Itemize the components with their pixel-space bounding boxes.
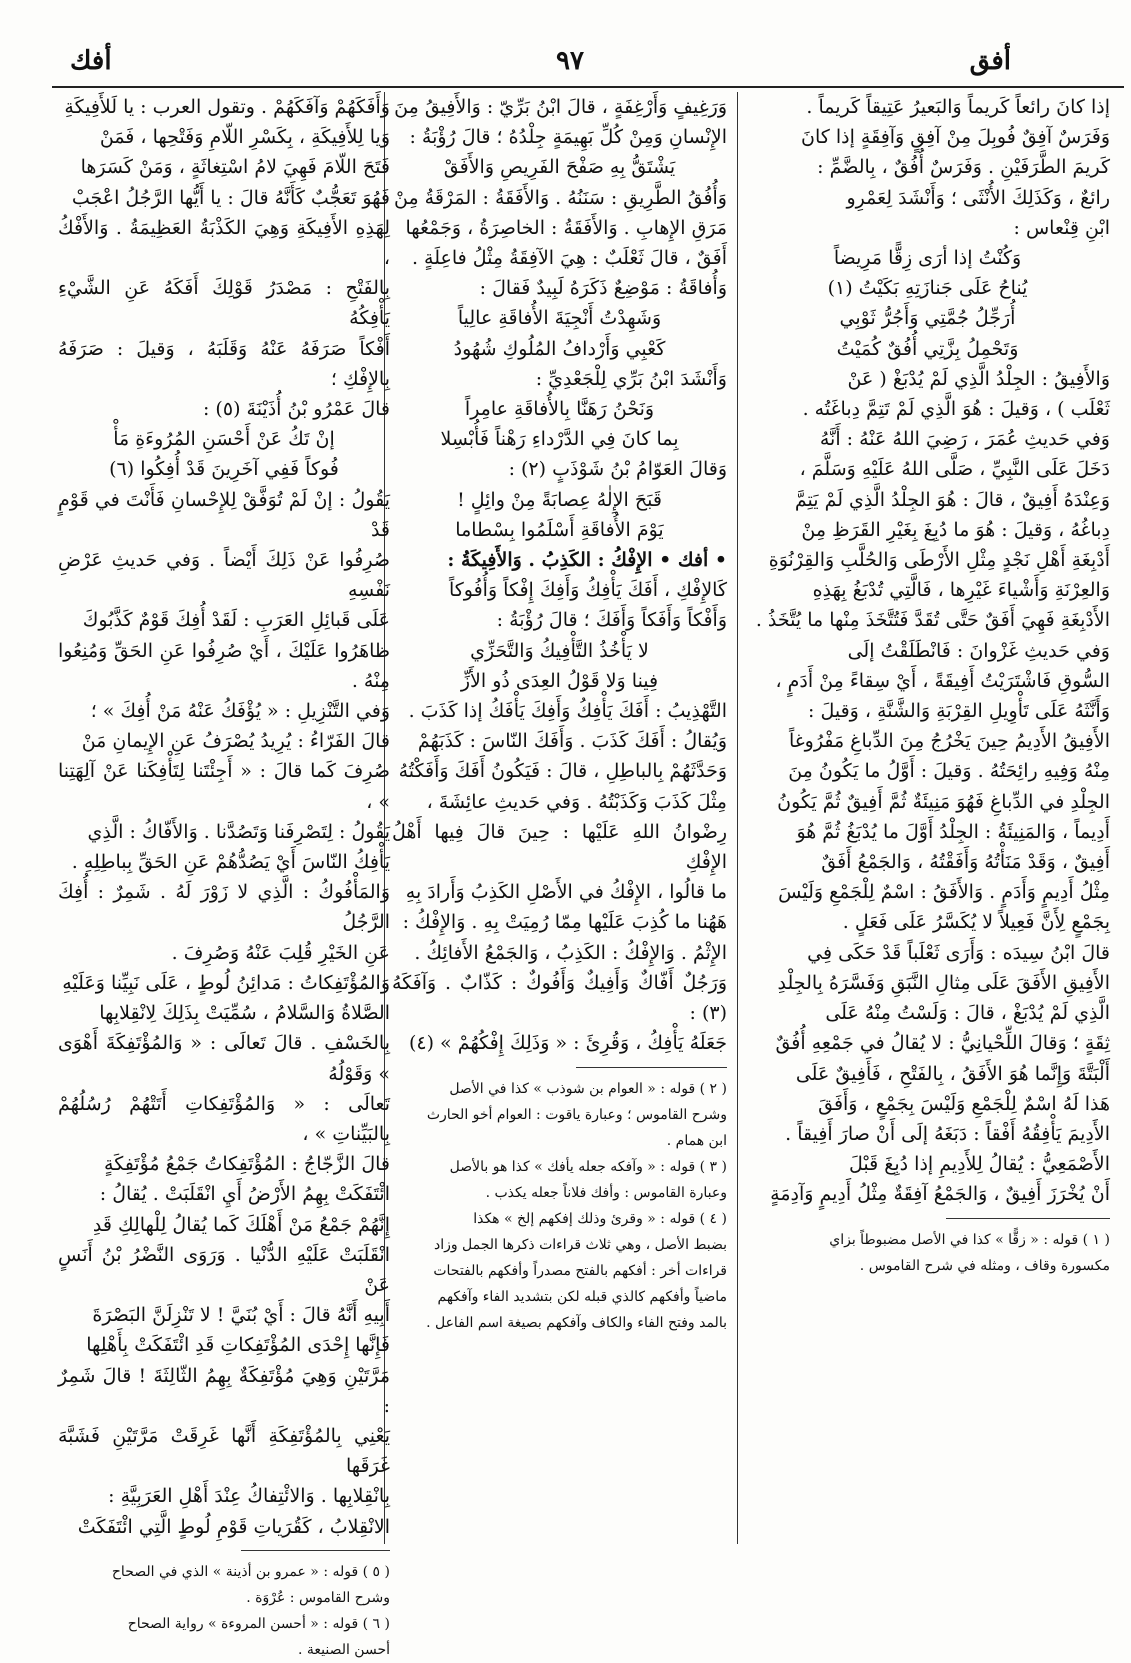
column-divider (737, 92, 738, 1544)
text-line: الأَفِيقُ الأَدِيمُ حِينَ يَخْرُجُ مِنَ الدِّباغِ مَفْرُوغاً (788, 730, 1110, 753)
footnote-line: أحسن الصنيعة . (297, 1641, 390, 1658)
text-line: وَأَفْكاً وَأَفَكاً وَأَفَكَ ؛ قالَ رُؤْبَةُ : (496, 609, 727, 632)
text-line: قالَ ابْنُ سِيدَه : وَأَرَى ثَعْلَباً قَدْ حَكَى فِي (807, 941, 1110, 964)
text-line: الجِلْدِ في الدِّباغِ فَهُوَ مَنِيئَةٌ ثُمَّ أَفِيقٌ ثُمَّ يَكُونُ (777, 790, 1110, 813)
text-line: مَرَقِ الإِهابِ . وَالأَفَقَةُ : الخاصِرَةُ ، وَجَمْعُها (405, 216, 727, 239)
text-line: أَلْبَتَّةَ وَإِنَّما هُوَ الأَفَقُ ، بِالفَتْحِ ، فَأَفِيقٌ عَلَى (795, 1062, 1110, 1085)
text-line: الصَّلاةُ وَالسَّلامُ ، سُمِّيَتْ بِذَلِكَ لِانْقِلابِها (99, 1002, 390, 1025)
footnote-rule (241, 1550, 390, 1551)
text-line: دَخَلَ عَلَى النَّبِيِّ ، صَلَّى اللهُ عَلَيْهِ وَسَلَّمَ ، (799, 458, 1110, 481)
text-line: يَأْفِكُ النّاسَ أَيْ يَصُدُّهُمْ عَنِ الحَقِّ بِباطِلِهِ . (71, 851, 390, 874)
text-line: رائعٌ ، وَكَذَلِكَ الأُنْثَى ؛ وَأَنْشَدَ لِعَمْرِو (846, 186, 1110, 209)
text-line: وَيا لِلأَفِيكَةِ ، بِكَسْرِ اللّامِ وَفَتْحِها ، فَمَنْ (99, 126, 390, 149)
text-line: ائْتَفَكَتْ بِهِمُ الأَرْضُ أَيِ انْقَلَبَتْ . يُقالُ : (99, 1183, 390, 1206)
footnote-line: ماضياً وأفكهم كالذي قبله لكن بتشديد الفاء وآفكهم (437, 1288, 727, 1305)
text-line: أَدْبِغَةِ أَهْلِ نَجْدٍ مِثْلِ الأَرْطَى وَالحُلَّبِ وَالقِرْنُوَةِ (768, 549, 1110, 572)
text-line: صُرِفُوا عَنْ ذَلِكَ أَيْضاً . وَفي حَديثِ عَرْضِ نَفْسِهِ (58, 549, 390, 602)
text-line: السُّوقِ فَاشْتَرَيْتُ أَفِيقَةً ، أَيْ سِقاءً مِنْ أَدَمٍ ، (775, 669, 1110, 692)
text-line: رِضْوانُ اللهِ عَلَيْها : حِينَ قالَ فِيها أَهْلُ الإِفْكِ (392, 820, 727, 874)
header-rule (52, 86, 1124, 88)
verse-line: وَكُنْتُ إذا أرَى زِقًّا مَرِيضاً (833, 247, 1022, 270)
footnote-line: وشرح القاموس : عُرْوَة . (246, 1589, 390, 1606)
verse-line: يُناحُ عَلَى جَنازَتِهِ بَكَيْتُ (١) (827, 277, 1028, 300)
text-line: وَفي حَديثِ غَزْوانَ : فَانْطَلَقْتُ إلَى (847, 639, 1110, 662)
text-line: ثَعْلَب ) ، وَقيلَ : هُوَ الَّذِي لَمْ تَتِمَّ دِباغَتُه . (802, 398, 1110, 421)
text-line: بِالخَسْفِ . قالَ تَعالَى : « وَالمُؤْتَفِكَةَ أَهْوَى » وَقَوْلُهُ (58, 1032, 390, 1085)
footnote-line: ( ٢ ) قوله : « العوام بن شوذب » كذا في الأصل (449, 1080, 727, 1097)
text-line: تَعالَى : « وَالمُؤْتَفِكاتِ أَتَتْهُمْ رُسُلُهُمْ بِالبَيِّناتِ » ، (58, 1092, 390, 1145)
text-line: وَأَنَّثَهُ عَلَى تَأْوِيلِ القِرْبَةِ وَالشَّنَّةِ ، وَقيلَ : (808, 700, 1110, 723)
footnote-line: ( ١ ) قوله : « زقًّا » كذا في الأصل مضبوطاً بزاي (829, 1231, 1110, 1248)
column-middle (392, 92, 727, 1544)
text-line: التَّهْذِيبُ : أَفَكَ يَأْفِكُ وَأَفِكَ يَأْفَكُ إذا كَذَبَ . (408, 700, 727, 723)
text-line: ابْنِ قِنْعاس : (1013, 216, 1110, 239)
text-line: هَذا لَهُ اسْمٌ لِلْجَمْعِ وَلَيْسَ بِجَمْعٍ ، وَأَفَقَ (818, 1092, 1110, 1115)
verse-line: إنْ تَكُ عَنْ أَحْسَنِ المُرُوءَةِ مَأْ (113, 428, 335, 451)
text-line: وَأُفُقُ الطَّرِيقِ : سَنَنُهُ . وَالأَفَقَةُ : المَرْقَةُ مِنْ (393, 186, 727, 209)
text-line: وَفَرَسٌ آفِقٌ فُوبِلَ مِنْ آفِقٍ وَآفِقَةٍ إذا كانَ (801, 126, 1110, 149)
footnote-rule (946, 1218, 1110, 1219)
text-line: كَريمَ الطَّرَفَيْنِ . وَفَرَسٌ أُفُقٌ ، بِالضَّمِّ : (817, 156, 1110, 179)
text-line: وَأَنْشَدَ ابْنُ بَرِّي لِلْجَعْدِيِّ : (535, 367, 727, 390)
text-line: وَالأَفِيقُ : الجِلْدُ الَّذِي لَمْ يُدْبَغْ ( عَنْ (847, 367, 1110, 390)
footnotes (58, 1559, 390, 1663)
footnote-line: بالمد وفتح الفاء والكاف وآفكهم بصيغة اسم الفاعل . (426, 1314, 727, 1331)
footnote-line: ( ٣ ) قوله : « وآفكه جعله يأفك » كذا هو بالأصل (449, 1158, 727, 1175)
footnote-line: وشرح القاموس ؛ وعبارة ياقوت : العوام أخو الحارث (426, 1106, 727, 1123)
text-line: لِهَذِهِ الأَفِيكَةِ وَهِيَ الكَذْبَةُ العَظِيمَةُ . وَالأَفْكُ ، (58, 216, 390, 270)
text-line: يَقُولُ : لِتَصْرِفَنا وَتَصُدَّنا . وَالأَفّاكُ : الَّذِي (87, 820, 390, 843)
text-line: وَالعِرْنَةِ وَأَشْياءَ غَيْرِها ، فَالَّتِي تُدْبَغُ بِهَذِهِ (812, 579, 1110, 602)
text-line: أَبِيهِ أَنَّهُ قالَ : أَيْ بُنَيَّ ! لا تَنْزِلَنَّ البَصْرَةَ (92, 1304, 390, 1327)
footnote-line: وعبارة القاموس : وأفك فلاناً جعله يكذب . (485, 1184, 727, 1201)
text-line: أَدِيماً ، وَالمَنِيئَةُ : الجِلْدُ أَوَّلَ ما يُدْبَغُ ثُمَّ هُوَ (796, 820, 1110, 843)
text-line: دِباغُهُ ، وَقيلَ : هُوَ ما دُبِغَ بِغَيْرِ القَرَظِ مِنْ (801, 518, 1110, 541)
footnote-line: ابن همام . (666, 1132, 727, 1149)
header-left-word: أفك (70, 46, 112, 76)
text-line: وَأَفَكَهُمْ وَآفَكَهُمْ . وتقول العرب : يا لَلأَفِيكَةِ (64, 96, 390, 118)
text-line: قالَ الفَرّاءُ : يُرِيدُ يُصْرَفُ عَنِ الإِيمانِ مَنْ (81, 730, 390, 753)
footnote-line: ( ٥ ) قوله : « عمرو بن أذينة » الذي في الصحاح (111, 1563, 390, 1580)
text-line: وَالمَأْفُوكُ : الَّذِي لا زَوْرَ لَهُ . شَمِرٌ : أُفِكَ الرَّجُلُ (58, 881, 390, 934)
text-line: وَرَجُلٌ أَفّاكٌ وَأَفِيكٌ وَأَفُوكٌ : كَذّابٌ . وَآفَكَهُ (٣) : (392, 971, 727, 1025)
verse-line: وَتَحْمِلُ بِزَّتِي أُفُقٌ كُمَيْتُ (836, 337, 1019, 360)
text-line: بِجَمْعٍ لِأَنَّ فَعِيلاً لا يُكَسَّرُ عَلَى فَعَلٍ . (842, 911, 1110, 934)
text-line: الانْقِلابُ ، كَقُرَياتِ قَوْمِ لُوطٍ الَّتِي ائْتَفَكَتْ (77, 1515, 390, 1538)
text-line: فَتَحَ اللّامَ فَهِيَ لامُ اسْتِغاثَةٍ ، وَمَنْ كَسَرَها (80, 156, 390, 179)
footnotes (392, 1076, 727, 1336)
text-line: إذا كانَ رائعاً كَريماً وَالبَعيرُ عَتِيقاً كَريماً . (806, 96, 1110, 118)
footnote-line: قراءات أخر : أفكهم بالفتح مصدراً وأفكهم بالفتحات (433, 1262, 727, 1279)
text-line: أَفِيقٌ ، وَقَدْ مَنَأْتُهُ وَأَفَقْتُهُ ، وَالجَمْعُ أَفَقٌ (821, 851, 1110, 874)
footnote-line: ( ٦ ) قوله : « أحسن المروءة » رواية الصحاح (127, 1615, 390, 1632)
text-line: صُرِفَ كَما قالَ : « أَجِئْتَنا لِتَأْفِكَنا عَنْ آلِهَتِنا » ، (58, 760, 390, 813)
footnote-rule (576, 1067, 727, 1068)
text-line: كَالإِفْكِ ، أَفَكَ يَأْفِكُ وَأَفِكَ إِفْكاً وَأُفُوكاً (448, 579, 727, 602)
verse-line: أُرَجِّلُ جُمَّتِي وَأَجُرُّ ثَوْبِي (839, 307, 1016, 330)
text-line: مَرَّتَيْنِ وَهِيَ مُؤْتَفِكَةٌ بِهِمُ الثّالِثَةَ ! قالَ شَمِرٌ : (58, 1364, 390, 1417)
text-line: ما قالُوا ، الإِفْكُ في الأَصْلِ الكَذِبُ وَأَرادَ بِهِ (405, 881, 727, 904)
verse-line: قَبَحَ الإِلٰهُ عِصابَةً مِنْ وائِلٍ ! (457, 488, 662, 511)
footnotes (745, 1227, 1110, 1279)
text-line: وَفي حَديثِ عُمَرَ ، رَضِيَ اللهُ عَنْهُ : أَنَّهُ (819, 428, 1110, 451)
text-line: قالَ عَمْرُو بْنُ أُذَيْنَةَ (٥) : (202, 398, 390, 421)
text-line: الإِثْمُ . وَالإِفْكُ : الكَذِبُ ، وَالجَمْعُ الأَفائِكُ . (414, 941, 727, 964)
text-line: ظاهَرُوا عَلَيْكَ ، أَيْ صُرِفُوا عَنِ الحَقِّ وَمُنِعُوا مِنْهُ . (58, 639, 390, 692)
text-line: الَّذِي لَمْ يُدْبَغْ ، قالَ : وَلَسْتُ مِنْهُ عَلَى (825, 1002, 1110, 1025)
verse-line: لا يَأْخُذُ التَّأْفِيكُ وَالتَّحَزِّي (470, 639, 649, 662)
text-line: أَفْكاً صَرَفَهُ عَنْهُ وَقَلَبَهُ ، وَقيلَ : صَرَفَهُ بِالإِفْكِ ؛ (58, 337, 390, 390)
text-line: مِنْهُ وَفِيهِ رائِحَتُهُ . وَقيلَ : أَوَّلُ ما يَكُونُ مِنَ (788, 760, 1110, 783)
text-line: وَالمُؤْتَفِكاتُ : مَدائِنُ لُوطٍ ، عَلَى نَبِيِّنا وَعَلَيْهِ (62, 971, 390, 994)
entry-line: • أفك • الإِفْكُ : الكَذِبُ . وَالأَفِيكَةُ : (447, 549, 727, 572)
text-line: فَهُوَ تَعَجُّبٌ كَأَنَّهُ قالَ : يا أَيُّها الرَّجُلُ اعْجَبْ (71, 186, 390, 209)
verse-line: وَنَحْنُ رَهَنَّا بِالأُفاقَةِ عامِراً (464, 398, 655, 421)
text-line: هَهُنا ما كُذِبَ عَلَيْها مِمّا رُمِيَتْ بِهِ . وَالإِفْكُ : (402, 911, 727, 934)
verse-line: يَشْتَقُّ بِهِ صَفْحَ الفَرِيصِ وَالأَفَقْ (443, 156, 676, 179)
text-line: مِثْلُ أَدِيمٍ وَأَدَمٍ . وَالأَفَقُ : اسْمٌ لِلْجَمْعِ وَلَيْسَ (778, 881, 1110, 904)
page-number: ٩٧ (556, 46, 584, 76)
text-line: وَرَغِيفٍ وَأَرْغِفَةٍ ، قالَ ابْنُ بَرِّيّ : وَالأَفِيقُ مِنَ (394, 96, 727, 118)
text-line: مِثْلَ كَذَبَ وَكَذَبْتُهُ . وَفي حَديثِ عائِشَةَ ، (426, 790, 727, 813)
text-line: إِنَّهُمْ جَمْعُ مَنْ أَهْلَكَ كَما يُقالُ لِلْهالِكِ قَدِ (92, 1213, 390, 1236)
footnote-line: مكسورة وقاف ، ومثله في شرح القاموس . (859, 1257, 1110, 1274)
text-line: يَقُولُ : إنْ لَمْ تُوَفَّقْ لِلإِحْسانِ فَأَنْتَ في قَوْمٍ قَدْ (58, 488, 390, 541)
text-line: الأَدِيمَ يَأْفِقُهُ أَفْقاً : دَبَغَهُ إلَى أَنْ صارَ أَفِيقاً . (785, 1122, 1110, 1145)
text-line: جَعَلَهُ يَأْفِكُ ، وَقُرِئَ : « وَذَلِكَ إِفْكُهُمْ » (٤) (408, 1032, 727, 1055)
text-line: قالَ الزَّجّاجُ : المُؤْتَفِكاتُ جَمْعُ مُؤْتَفِكَةٍ (104, 1153, 390, 1176)
header-right-word: أفق (969, 46, 1011, 76)
text-line: فَإِنَّها إِحْدَى المُؤْتَفِكاتِ قَدِ ائْتَفَكَتْ بِأَهْلِها (86, 1334, 390, 1357)
text-line: بِالفَتْحِ : مَصْدَرُ قَوْلِكَ أَفَكَهُ عَنِ الشَّيْءِ يَأْفِكُهُ (58, 277, 390, 330)
text-line: الأَفِيقِ الأَفَقَ عَلَى مِثالِ النَّبَقِ وَفَسَّرَهُ بِالجِلْدِ (777, 971, 1110, 994)
text-line: ثِقَةٍ ؛ وَقالَ اللِّحْيانِيُّ : لا يُقالُ في جَمْعِهِ أُفُقٌ (775, 1032, 1110, 1055)
text-line: بِانْقِلابِها . وَالائْتِفاكُ عِنْدَ أَهْلِ العَرَبِيَّةِ : (108, 1485, 390, 1508)
text-line: وَأُفاقَةُ : مَوْضِعٌ ذَكَرَهُ لَبِيدٌ فَقالَ : (479, 277, 727, 300)
footnote-line: بضبط الأصل ، وهي ثلاث قراءات ذكرها الجمل وزاد (433, 1236, 727, 1253)
text-line: عَنِ الخَيْرِ قُلِبَ عَنْهُ وَصُرِفَ . (171, 941, 390, 964)
text-line: يَعْنِي بِالمُؤْتَفِكَةِ أَنَّها غَرِقَتْ مَرَّتَيْنِ فَشَبَّهَ غَرَقَها (58, 1424, 390, 1478)
text-line: وَيُقالُ : أَفَكَ كَذَبَ . وَأَفَكَ النّاسَ : كَذَبَهُمْ (417, 730, 727, 753)
column-left (58, 92, 390, 1658)
verse-line: كَعْبِي وَأَرْدافُ المُلُوكِ شُهُودُ (453, 337, 666, 360)
text-line: وَعِنْدَهُ أَفِيقٌ ، قالَ : هُوَ الجِلْدُ الَّذِي لَمْ يَتِمَّ (794, 488, 1110, 511)
text-line: انْقَلَبَتْ عَلَيْهِ الدُّنْيا . وَرَوَى النَّضْرُ بْنُ أَنَسٍ عَنْ (58, 1243, 390, 1296)
text-line: الأَدْبِغَةِ فَهِيَ أَفَقٌ حَتَّى تُقَدَّ فَتُتَّخَذَ مِنْها ما يُتَّخَذُ . (755, 609, 1110, 632)
footnote-line: ( ٤ ) قوله : « وقرئ وذلك إفكهم إلخ » هكذا (473, 1210, 727, 1227)
text-line: عَلَى قَبائِلِ العَرَبِ : لَقَدْ أُفِكَ قَوْمٌ كَذَّبُوكَ (82, 609, 390, 632)
text-line: وَحَدَّثَهُمْ بِالباطِلِ ، قالَ : فَيَكُونُ أَفَكَ وَأَفَكْتُهُ (398, 760, 727, 783)
text-line: وَقالَ العَوّامُ بْنُ شَوْذَبٍ (٢) : (508, 458, 727, 481)
text-line: الأَصْمَعِيُّ : يُقالُ لِلأَدِيمِ إذا دُبِغَ قَبْلَ (849, 1153, 1110, 1176)
verse-line: فِينا وَلا قَوْلُ العِدَى ذُو الأَزِّ (460, 669, 659, 692)
column-right (745, 92, 1110, 1544)
verse-line: يَوْمَ الأُفاقَةِ أَسْلَمُوا بِسْطاما (455, 518, 664, 541)
text-line: أَنْ يُخْرَزَ أَفِيقٌ ، وَالجَمْعُ آفِقَةٌ مِثْلُ أَدِيمٍ وَآدِمَةٍ (770, 1183, 1110, 1206)
verse-line: فُوكاً فَفِي آخَرِينَ قَدْ أُفِكُوا (٦) (109, 458, 339, 481)
page-header (0, 0, 1131, 80)
verse-line: وَشَهِدْتُ أَنْجِيَةَ الأُفاقَةِ عالِياً (457, 307, 662, 330)
text-line: وَفي التَّنْزِيلِ : « يُؤْفَكُ عَنْهُ مَنْ أُفِكَ » ؛ (90, 700, 390, 723)
verse-line: بِما كانَ فِي الدَّرْداءِ رَهْناً فَأُبْسِلا (440, 428, 679, 451)
text-line: أَفَقٌ ، قالَ ثَعْلَبٌ : هِيَ الآفِقَةُ مِثْلُ فاعِلَةٍ . (411, 247, 727, 270)
text-line: الإِنْسانِ وَمِنْ كُلِّ بَهِيمَةٍ جِلْدُهُ ؛ قالَ رُؤْبَةُ : (409, 126, 727, 149)
